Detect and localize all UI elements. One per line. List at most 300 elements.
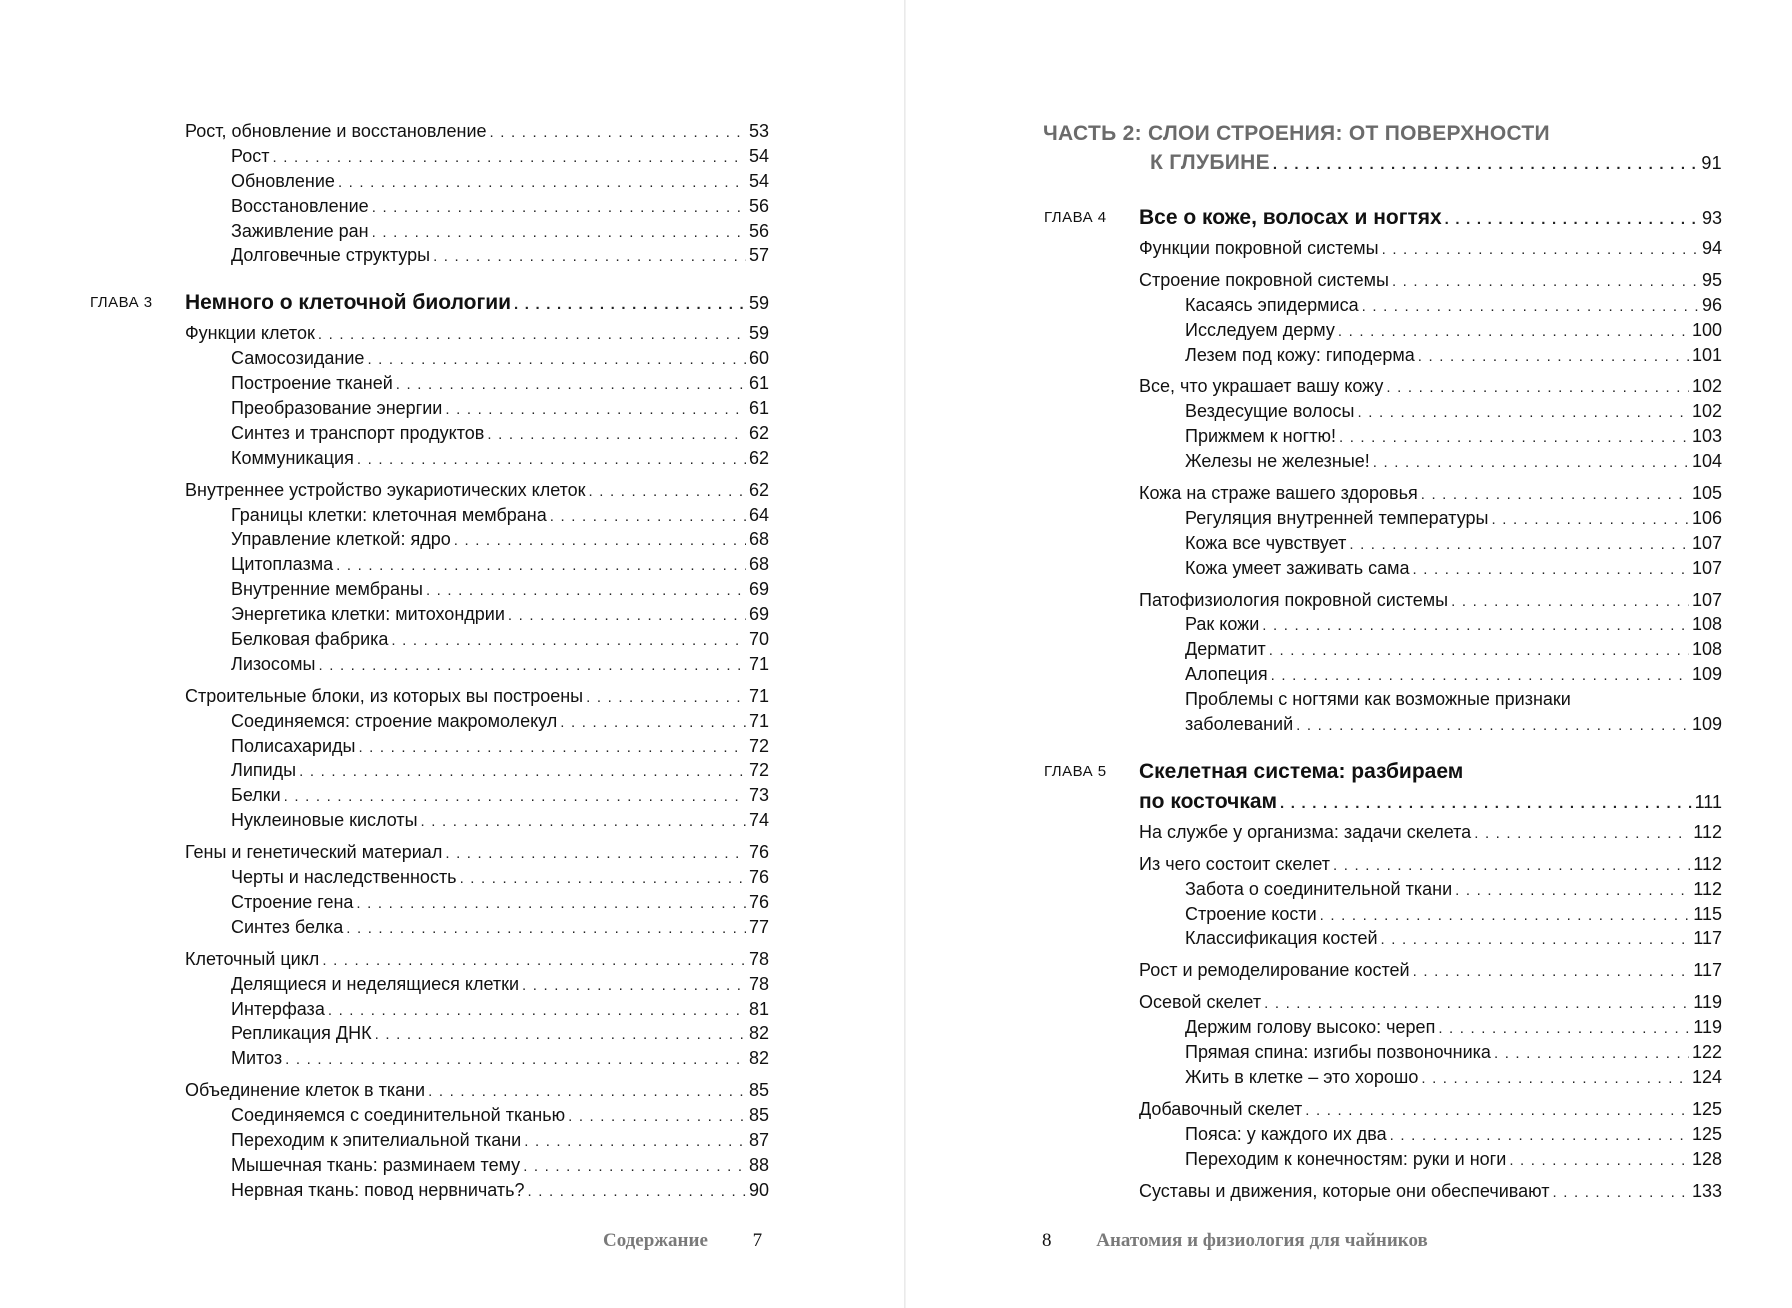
- entry-page-number: 128: [1691, 1148, 1722, 1169]
- toc-entry[interactable]: [185, 552, 769, 577]
- toc-entry[interactable]: [1139, 343, 1722, 368]
- entry-title: Из чего состоит скелет: [1139, 853, 1330, 874]
- dot-leader: [1269, 639, 1689, 664]
- entry-page-number: 107: [1691, 532, 1722, 553]
- entry-title: Вездесущие волосы: [1185, 401, 1355, 422]
- page-number: 8: [1042, 1230, 1052, 1251]
- dot-leader: [445, 398, 746, 423]
- entry-page-number: 91: [1701, 153, 1722, 173]
- entry-page-number: 109: [1691, 714, 1722, 735]
- entry-page-number: 104: [1691, 451, 1722, 472]
- dot-leader: [1552, 1181, 1688, 1206]
- toc-entry[interactable]: [1139, 637, 1722, 662]
- dot-leader: [1338, 320, 1689, 345]
- page-number: 7: [752, 1230, 763, 1251]
- dot-leader: [1273, 150, 1698, 179]
- part-heading: [1043, 119, 1722, 177]
- entry-page-number: 68: [748, 554, 769, 575]
- entry-page-number: 78: [748, 948, 769, 969]
- entry-page-number: 117: [1693, 928, 1722, 949]
- toc-entry[interactable]: [1043, 148, 1722, 177]
- entry-title: Построение тканей: [231, 373, 393, 394]
- entry-page-number: 54: [748, 170, 769, 191]
- dot-leader: [524, 1130, 746, 1155]
- toc-entry[interactable]: [185, 219, 769, 244]
- toc-entry[interactable]: [185, 997, 769, 1022]
- toc-entry[interactable]: [1139, 293, 1722, 318]
- toc-entry[interactable]: [1139, 531, 1722, 556]
- dot-leader: [1413, 960, 1691, 985]
- entry-title: Пояса: у каждого их два: [1185, 1123, 1387, 1144]
- dot-leader: [391, 629, 746, 654]
- entry-title: Кожа умеет заживать сама: [1185, 557, 1410, 578]
- dot-leader: [1386, 376, 1689, 401]
- dot-leader: [1509, 1149, 1689, 1174]
- entry-title: ЧАСТЬ 2: СЛОИ СТРОЕНИЯ: ОТ ПОВЕРХНОСТИ: [1043, 122, 1550, 145]
- entry-page-number: 70: [748, 629, 769, 650]
- entry-page-number: 96: [1701, 294, 1722, 315]
- entry-title: Функции клеток: [185, 323, 315, 344]
- entry-title: Касаясь эпидермиса: [1185, 294, 1359, 315]
- toc-entry[interactable]: [1139, 958, 1722, 983]
- entry-title: Липиды: [231, 760, 297, 781]
- toc-entry[interactable]: [185, 1046, 769, 1071]
- entry-title: по косточкам: [1139, 789, 1278, 813]
- toc-entry[interactable]: [185, 1021, 769, 1046]
- entry-title: На службе у организма: задачи скелета: [1139, 821, 1472, 842]
- dot-leader: [285, 1048, 746, 1073]
- entry-page-number: 62: [748, 422, 769, 443]
- entry-title: Долговечные структуры: [231, 245, 431, 266]
- entry-page-number: 71: [748, 653, 769, 674]
- entry-page-number: 125: [1691, 1098, 1722, 1119]
- toc-entry[interactable]: [185, 734, 769, 759]
- dot-leader: [338, 171, 746, 196]
- chapter-label: ГЛАВА 5: [1044, 762, 1107, 780]
- dot-leader: [336, 554, 746, 579]
- entry-title: Границы клетки: клеточная мембрана: [231, 504, 547, 525]
- entry-title: Энергетика клетки: митохондрии: [231, 604, 505, 625]
- entry-page-number: 117: [1693, 960, 1722, 981]
- dot-leader: [1373, 451, 1689, 476]
- entry-title: Немного о клеточной биологии: [185, 291, 512, 315]
- toc-entry[interactable]: [185, 194, 769, 219]
- entry-title: Добавочный скелет: [1139, 1098, 1303, 1119]
- toc-entry[interactable]: [185, 1078, 769, 1103]
- entry-page-number: 60: [748, 348, 769, 369]
- entry-page-number: 54: [748, 145, 769, 166]
- toc-entry[interactable]: [185, 684, 769, 709]
- toc-entry[interactable]: [185, 783, 769, 808]
- toc-entry[interactable]: [185, 321, 769, 346]
- entry-page-number: 115: [1693, 903, 1722, 924]
- dot-leader: [487, 423, 746, 448]
- entry-title: Белковая фабрика: [231, 629, 389, 650]
- entry-page-number: 122: [1691, 1042, 1722, 1063]
- entry-page-number: 82: [748, 1023, 769, 1044]
- toc-entry[interactable]: [1139, 1040, 1722, 1065]
- entry-title: Нуклеиновые кислоты: [231, 810, 418, 831]
- entry-page-number: 90: [748, 1179, 769, 1200]
- entry-page-number: 69: [748, 579, 769, 600]
- entry-title: Мышечная ткань: разминаем тему: [231, 1154, 521, 1175]
- entry-page-number: 108: [1691, 639, 1722, 660]
- entry-page-number: 71: [748, 710, 769, 731]
- dot-leader: [346, 917, 746, 942]
- toc-entry[interactable]: [185, 577, 769, 602]
- toc-entry[interactable]: [1139, 1179, 1722, 1204]
- dot-leader: [375, 1023, 746, 1048]
- toc-entry[interactable]: [185, 1103, 769, 1128]
- entry-title: К ГЛУБИНЕ: [1150, 151, 1270, 174]
- entry-title: Прямая спина: изгибы позвоночника: [1185, 1042, 1491, 1063]
- dot-leader: [356, 892, 746, 917]
- entry-title: Рост: [231, 145, 270, 166]
- entry-title: Держим голову высоко: череп: [1185, 1017, 1436, 1038]
- entry-page-number: 109: [1691, 664, 1722, 685]
- toc-entry[interactable]: [1139, 926, 1722, 951]
- entry-title: Гены и генетический материал: [185, 842, 443, 863]
- toc-entry[interactable]: [185, 169, 769, 194]
- toc-entry[interactable]: [90, 288, 769, 318]
- dot-leader: [528, 1180, 746, 1205]
- entry-title: Черты и наследственность: [231, 867, 457, 888]
- entry-title: Лизосомы: [231, 653, 316, 674]
- toc-entry[interactable]: [185, 527, 769, 552]
- toc-entry[interactable]: [1139, 1147, 1722, 1172]
- entry-title: Осевой скелет: [1139, 992, 1262, 1013]
- toc-entry[interactable]: [185, 1153, 769, 1178]
- toc-entry[interactable]: [185, 947, 769, 972]
- dot-leader: [1421, 1067, 1689, 1092]
- entry-title: Обновление: [231, 170, 335, 191]
- dot-leader: [1421, 483, 1689, 508]
- entry-title: Восстановление: [231, 195, 369, 216]
- toc-entry[interactable]: [185, 144, 769, 169]
- toc-entry[interactable]: [1139, 556, 1722, 581]
- entry-page-number: 119: [1693, 1017, 1722, 1038]
- dot-leader: [1381, 928, 1691, 953]
- entry-page-number: 53: [748, 121, 769, 141]
- entry-page-number: 102: [1691, 376, 1722, 397]
- toc-entry[interactable]: [1139, 399, 1722, 424]
- toc-entry[interactable]: [185, 758, 769, 783]
- toc-entry[interactable]: [1139, 1015, 1722, 1040]
- toc-entry[interactable]: [185, 1128, 769, 1153]
- entry-page-number: 82: [748, 1048, 769, 1069]
- toc-entry[interactable]: [185, 1178, 769, 1203]
- toc-entry[interactable]: [1139, 1122, 1722, 1147]
- toc-entry[interactable]: [185, 478, 769, 503]
- toc-entry[interactable]: [1139, 687, 1722, 712]
- dot-leader: [372, 196, 746, 221]
- entry-page-number: 61: [748, 398, 769, 419]
- entry-page-number: 107: [1691, 589, 1722, 610]
- entry-page-number: 103: [1691, 426, 1722, 447]
- entry-title: Синтез и транспорт продуктов: [231, 422, 485, 443]
- entry-page-number: 93: [1701, 208, 1722, 228]
- dot-leader: [508, 604, 746, 629]
- dot-leader: [445, 842, 746, 867]
- toc-entry[interactable]: [1139, 820, 1722, 845]
- toc-entry[interactable]: [1139, 481, 1722, 506]
- entry-title: Строение кости: [1185, 903, 1317, 924]
- toc-entry[interactable]: [185, 602, 769, 627]
- dot-leader: [586, 686, 746, 711]
- entry-title: Интерфаза: [231, 998, 325, 1019]
- entry-title: Классификация костей: [1185, 928, 1378, 949]
- dot-leader: [1305, 1099, 1689, 1124]
- toc-entry[interactable]: [185, 972, 769, 997]
- entry-title: Репликация ДНК: [231, 1023, 372, 1044]
- dot-leader: [372, 221, 746, 246]
- entry-page-number: 87: [748, 1129, 769, 1150]
- toc-entry[interactable]: [1139, 588, 1722, 613]
- entry-page-number: 78: [748, 973, 769, 994]
- dot-leader: [1358, 401, 1689, 426]
- entry-title: Клеточный цикл: [185, 948, 320, 969]
- entry-page-number: 124: [1691, 1066, 1722, 1087]
- dot-leader: [1494, 1042, 1689, 1067]
- entry-title: Синтез белка: [231, 916, 344, 937]
- entry-page-number: 59: [748, 323, 769, 344]
- entry-page-number: 111: [1694, 791, 1722, 812]
- entry-title: Кожа на страже вашего здоровья: [1139, 483, 1418, 504]
- toc-entry[interactable]: [185, 346, 769, 371]
- dot-leader: [460, 867, 746, 892]
- dot-leader: [522, 974, 746, 999]
- toc-entry[interactable]: [1139, 236, 1722, 261]
- chapter-label: ГЛАВА 4: [1044, 209, 1107, 226]
- dot-leader: [1280, 789, 1692, 819]
- toc-entry[interactable]: [1139, 852, 1722, 877]
- dot-leader: [428, 1080, 746, 1105]
- entry-page-number: 56: [748, 220, 769, 241]
- dot-leader: [1392, 270, 1699, 295]
- toc-entry[interactable]: [185, 915, 769, 940]
- dot-leader: [1339, 426, 1689, 451]
- entry-page-number: 72: [748, 735, 769, 756]
- dot-leader: [490, 121, 746, 146]
- entry-title: Самосозидание: [231, 348, 365, 369]
- toc-entry[interactable]: [1139, 787, 1722, 817]
- entry-page-number: 112: [1693, 853, 1722, 874]
- toc-entry[interactable]: [185, 840, 769, 865]
- dot-leader: [1390, 1124, 1689, 1149]
- entry-page-number: 71: [748, 685, 769, 706]
- dot-leader: [1451, 590, 1689, 615]
- toc-entry[interactable]: [185, 503, 769, 528]
- entry-page-number: 76: [748, 891, 769, 912]
- entry-title: Внутренние мембраны: [231, 579, 423, 600]
- entry-title: Заживление ран: [231, 220, 369, 241]
- toc-entry[interactable]: [185, 421, 769, 446]
- dot-leader: [523, 1155, 746, 1180]
- dot-leader: [589, 480, 746, 505]
- entry-title: Лезем под кожу: гиподерма: [1185, 344, 1415, 365]
- entry-title: Объединение клеток в ткани: [185, 1080, 426, 1101]
- entry-title: Исследуем дерму: [1185, 319, 1335, 340]
- entry-title: Железы не железные!: [1185, 451, 1370, 472]
- dot-leader: [299, 760, 746, 785]
- entry-page-number: 74: [748, 810, 769, 831]
- chapter-heading: [1044, 757, 1722, 817]
- entry-page-number: 112: [1693, 821, 1722, 842]
- entry-page-number: 102: [1691, 401, 1722, 422]
- entry-page-number: 85: [748, 1080, 769, 1101]
- entry-title: Управление клеткой: ядро: [231, 529, 451, 550]
- toc-entry[interactable]: [185, 243, 769, 268]
- entry-page-number: 108: [1691, 614, 1722, 635]
- toc-entry[interactable]: [185, 396, 769, 421]
- toc-entry[interactable]: [1044, 757, 1722, 787]
- entry-title: Делящиеся и неделящиеся клетки: [231, 973, 520, 994]
- entry-page-number: 61: [748, 373, 769, 394]
- entry-page-number: 94: [1701, 238, 1722, 258]
- entry-page-number: 69: [748, 604, 769, 625]
- entry-title: Рак кожи: [1185, 614, 1260, 635]
- dot-leader: [1455, 879, 1690, 904]
- entry-page-number: 88: [748, 1154, 769, 1175]
- toc-entry[interactable]: [1139, 662, 1722, 687]
- toc-entry[interactable]: [1139, 877, 1722, 902]
- dot-leader: [284, 785, 746, 810]
- entry-title: Строение гена: [231, 891, 354, 912]
- right-footer: [1042, 1230, 1428, 1252]
- entry-page-number: 119: [1693, 992, 1722, 1013]
- entry-title: Коммуникация: [231, 447, 354, 468]
- toc-right-page: [1043, 119, 1722, 1203]
- entry-title: Рост и ремоделирование костей: [1139, 960, 1410, 981]
- entry-title: Рост, обновление и восстановление: [185, 121, 487, 141]
- toc-entry[interactable]: [185, 627, 769, 652]
- toc-left-page: [90, 119, 769, 1203]
- dot-leader: [426, 579, 746, 604]
- entry-title: Функции покровной системы: [1139, 238, 1379, 258]
- entry-page-number: 112: [1693, 878, 1722, 899]
- dot-leader: [1264, 992, 1690, 1017]
- toc-entry[interactable]: [185, 890, 769, 915]
- entry-page-number: 107: [1691, 557, 1722, 578]
- toc-entry[interactable]: [1139, 902, 1722, 927]
- entry-title: Соединяемся: строение макромолекул: [231, 710, 558, 731]
- entry-title: Переходим к эпителиальной ткани: [231, 1129, 522, 1150]
- dot-leader: [1362, 295, 1699, 320]
- toc-entry[interactable]: [185, 119, 769, 144]
- dot-leader: [1491, 508, 1688, 533]
- dot-leader: [1413, 558, 1689, 583]
- entry-page-number: 59: [748, 293, 769, 314]
- dot-leader: [1262, 614, 1689, 639]
- chapter-label: ГЛАВА 3: [90, 294, 153, 312]
- entry-title: Все о коже, волосах и ногтях: [1139, 206, 1442, 229]
- entry-title: Полисахариды: [231, 735, 356, 756]
- dot-leader: [568, 1105, 746, 1130]
- entry-page-number: 56: [748, 195, 769, 216]
- toc-entry[interactable]: [1139, 268, 1722, 293]
- entry-title: Прижмем к ногтю!: [1185, 426, 1336, 447]
- dot-leader: [396, 373, 746, 398]
- entry-title: Дерматит: [1185, 639, 1266, 660]
- entry-title: Регуляция внутренней температуры: [1185, 507, 1489, 528]
- entry-title: Жить в клетке – это хорошо: [1185, 1066, 1419, 1087]
- entry-title: Патофизиология покровной системы: [1139, 589, 1449, 610]
- entry-title: Строение покровной системы: [1139, 269, 1389, 290]
- toc-entry[interactable]: [1139, 449, 1722, 474]
- left-footer: [603, 1230, 762, 1252]
- entry-page-number: 57: [748, 245, 769, 266]
- dot-leader: [454, 529, 746, 554]
- dot-leader: [358, 736, 746, 761]
- entry-page-number: 76: [748, 842, 769, 863]
- toc-entry[interactable]: [1139, 506, 1722, 531]
- entry-page-number: 95: [1701, 269, 1722, 290]
- dot-leader: [560, 711, 746, 736]
- toc-entry[interactable]: [1043, 119, 1722, 148]
- entry-title: Переходим к конечностям: руки и ноги: [1185, 1148, 1507, 1169]
- toc-entry[interactable]: [1139, 318, 1722, 343]
- entry-title: Соединяемся с соединительной тканью: [231, 1105, 566, 1126]
- entry-title: Цитоплазма: [231, 554, 334, 575]
- entry-page-number: 101: [1691, 344, 1722, 365]
- entry-title: Алопеция: [1185, 664, 1268, 685]
- toc-entry[interactable]: [1139, 712, 1722, 737]
- entry-title: Нервная ткань: повод нервничать?: [231, 1179, 525, 1200]
- toc-entry[interactable]: [1139, 424, 1722, 449]
- entry-title: Белки: [231, 785, 281, 806]
- dot-leader: [1296, 714, 1689, 739]
- entry-page-number: 62: [748, 479, 769, 500]
- book-spine: [904, 0, 906, 1308]
- toc-entry[interactable]: [1044, 203, 1722, 233]
- entry-title: Преобразование энергии: [231, 398, 443, 419]
- entry-page-number: 72: [748, 760, 769, 781]
- toc-entry[interactable]: [1139, 990, 1722, 1015]
- toc-entry[interactable]: [185, 652, 769, 677]
- dot-leader: [1382, 238, 1699, 263]
- dot-leader: [1418, 345, 1689, 370]
- entry-page-number: 81: [748, 998, 769, 1019]
- toc-entry[interactable]: [1139, 374, 1722, 399]
- toc-entry[interactable]: [185, 371, 769, 396]
- toc-entry[interactable]: [1139, 1097, 1722, 1122]
- dot-leader: [1349, 533, 1689, 558]
- toc-entry[interactable]: [185, 808, 769, 833]
- toc-entry[interactable]: [185, 709, 769, 734]
- entry-page-number: 62: [748, 447, 769, 468]
- dot-leader: [1271, 664, 1689, 689]
- entry-page-number: 125: [1691, 1123, 1722, 1144]
- dot-leader: [550, 505, 746, 530]
- entry-page-number: 68: [748, 529, 769, 550]
- dot-leader: [1438, 1017, 1690, 1042]
- toc-entry[interactable]: [185, 446, 769, 471]
- entry-title: Строительные блоки, из которых вы построены: [185, 685, 584, 706]
- dot-leader: [1320, 904, 1691, 929]
- entry-page-number: 73: [748, 785, 769, 806]
- toc-entry[interactable]: [1139, 1065, 1722, 1090]
- dot-leader: [1445, 205, 1699, 235]
- entry-page-number: 106: [1691, 507, 1722, 528]
- toc-entry[interactable]: [1139, 612, 1722, 637]
- dot-leader: [318, 323, 746, 348]
- toc-entry[interactable]: [185, 865, 769, 890]
- entry-title: Все, что украшает вашу кожу: [1139, 376, 1384, 397]
- entry-title: Внутреннее устройство эукариотических клеток: [185, 479, 586, 500]
- dot-leader: [328, 999, 746, 1024]
- chapter-heading: [90, 288, 769, 318]
- entry-page-number: 133: [1691, 1180, 1722, 1201]
